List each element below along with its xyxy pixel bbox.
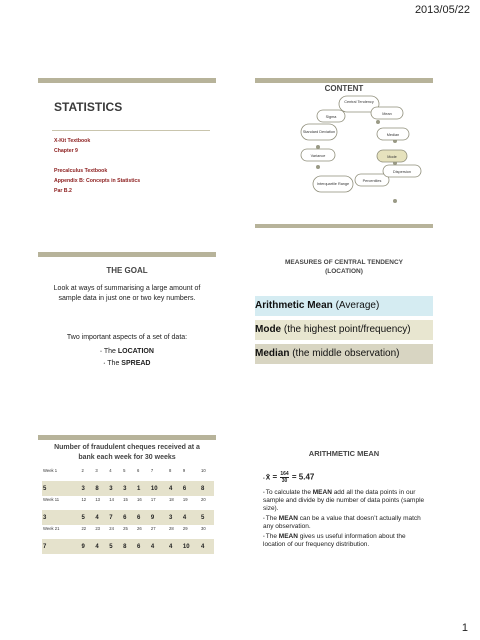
bullet-location: • The LOCATION (100, 348, 154, 355)
subtitle-line: Par B.2 (54, 188, 72, 194)
bullet-dot-icon: • (100, 349, 102, 355)
table-cell: 5 (200, 510, 214, 525)
table-cell: 29 (182, 525, 200, 539)
table-cell: 4 (150, 539, 168, 554)
bullet-dot-icon: • (263, 534, 265, 540)
measure-mode: Mode (the highest point/frequency) (255, 320, 433, 340)
value-row (42, 510, 214, 525)
table-cell: 5 (42, 481, 80, 496)
slide-content (255, 78, 433, 228)
table-cell: 10 (182, 539, 200, 554)
node-label: Variance (310, 154, 326, 158)
table-cell: 20 (200, 496, 214, 510)
table-cell: 3 (108, 481, 122, 496)
bullet-mean-calc: •To calculate the MEAN add all the data points in our sample and divide by die number of data points (sample size). (263, 489, 425, 512)
slide-top-bar (38, 78, 216, 83)
table-cell: 6 (122, 510, 136, 525)
slide-the-goal (38, 252, 216, 392)
slide-title: Number of fraudulent cheques received at a bank each week for 30 weeks (54, 444, 200, 461)
table-cell: 6 (182, 481, 200, 496)
slide-title: MEASURES OF CENTRAL TENDENCY (LOCATION) (285, 259, 403, 275)
table-cell: 22 (80, 525, 94, 539)
table-cell: 4 (108, 467, 122, 481)
week-row (42, 525, 214, 539)
content-cycle-diagram (255, 92, 433, 228)
slide-central-tendency (255, 252, 433, 392)
subtitle-line: Precalculus Textbook (54, 168, 108, 174)
week-row (42, 496, 214, 510)
table-cell: 23 (94, 525, 108, 539)
measure-arithmetic-mean: Arithmetic Mean (Average) (255, 296, 433, 316)
table-cell: 7 (42, 539, 80, 554)
cheques-table (42, 467, 214, 554)
title-divider (52, 130, 210, 131)
slide-arithmetic-mean (255, 435, 433, 600)
table-cell: 4 (94, 510, 108, 525)
table-cell: 25 (122, 525, 136, 539)
table-cell: 8 (200, 481, 214, 496)
page-number: 1 (461, 622, 468, 634)
bullet-dot-icon: • (263, 490, 265, 496)
table-cell: 18 (168, 496, 182, 510)
table-cell: 26 (136, 525, 150, 539)
table-cell: 24 (108, 525, 122, 539)
slide-title: STATISTICS (54, 100, 123, 114)
slide-bottom-bar (255, 224, 433, 228)
table-cell: 3 (42, 510, 80, 525)
value-row (42, 539, 214, 554)
subtitle-line: X-Kit Textbook (54, 138, 91, 144)
table-cell: 9 (150, 510, 168, 525)
table-cell: 6 (136, 467, 150, 481)
table-cell: 28 (168, 525, 182, 539)
mean-formula: •x̄ = $\frac{164}{30}$ = 5.47 (263, 471, 315, 484)
table-cell: 8 (168, 467, 182, 481)
slide-top-bar (255, 78, 433, 83)
node-label: Standard Deviation (302, 130, 336, 134)
bullet-spread: • The SPREAD (103, 360, 151, 367)
table-cell: 10 (150, 481, 168, 496)
aspects-paragraph: Two important aspects of a set of data: (66, 334, 188, 341)
table-cell: Week 21 (42, 525, 80, 539)
table-cell: 8 (94, 481, 108, 496)
table-cell: 1 (136, 481, 150, 496)
bullet-mean-value: •The MEAN can be a value that doesn’t actually match any observation. (263, 515, 421, 530)
bullet-mean-info: •The MEAN gives us useful information about the location of our frequency distribution. (263, 533, 406, 548)
subtitle-line: Appendix B: Concepts in Statistics (54, 178, 141, 184)
table-cell: 15 (122, 496, 136, 510)
slide-title: THE GOAL (106, 266, 148, 275)
table-cell: 13 (94, 496, 108, 510)
table-cell: 30 (200, 525, 214, 539)
header-date: 2013/05/22 (414, 4, 470, 16)
node-label: Mode (387, 155, 397, 159)
table-cell: 17 (150, 496, 168, 510)
node-label: Percentiles (362, 179, 382, 183)
table-cell: 3 (168, 510, 182, 525)
slide-title: ARITHMETIC MEAN (308, 449, 380, 458)
goal-paragraph: Look at ways of summarising a large amount of sample data in just one or two key numbers. (53, 285, 201, 302)
bullet-dot-icon: • (103, 361, 106, 367)
table-cell: 4 (200, 539, 214, 554)
table-cell: 14 (108, 496, 122, 510)
table-cell: 4 (168, 539, 182, 554)
fraction: $\frac{164}{30}$ (280, 471, 289, 484)
measure-median: Median (the middle observation) (255, 344, 433, 364)
table-cell: 9 (182, 467, 200, 481)
table-cell: 27 (150, 525, 168, 539)
subtitle-line: Chapter 9 (54, 148, 78, 154)
slide-top-bar (38, 252, 216, 257)
table-cell: 3 (122, 481, 136, 496)
node-label: Central Tendency (344, 100, 374, 104)
week-row (42, 467, 214, 481)
slide-top-bar (38, 435, 216, 440)
table-cell: 4 (182, 510, 200, 525)
slide-title: CONTENT (324, 84, 364, 93)
table-cell: 3 (80, 481, 94, 496)
table-cell: 4 (94, 539, 108, 554)
table-cell: 6 (136, 539, 150, 554)
bullet-dot-icon: • (263, 475, 265, 482)
table-cell: 5 (80, 510, 94, 525)
slide-fraudulent-cheques (38, 435, 216, 600)
table-cell: 8 (122, 539, 136, 554)
table-cell: Week 1 (42, 467, 80, 481)
node-label: Mean (382, 112, 392, 116)
slide-statistics (38, 78, 216, 228)
table-cell: 5 (122, 467, 136, 481)
table-cell: 10 (200, 467, 214, 481)
table-cell: 9 (80, 539, 94, 554)
table-cell: 7 (150, 467, 168, 481)
table-cell: 5 (108, 539, 122, 554)
table-cell: 7 (108, 510, 122, 525)
table-cell: 2 (80, 467, 94, 481)
node-label: Interquartile Range (316, 182, 350, 186)
bullet-dot-icon: • (263, 516, 265, 522)
table-cell: 19 (182, 496, 200, 510)
table-cell: 16 (136, 496, 150, 510)
table-cell: 3 (94, 467, 108, 481)
value-row (42, 481, 214, 496)
node-label: Sigma (325, 115, 337, 119)
node-label: Median (386, 133, 400, 137)
table-cell: 12 (80, 496, 94, 510)
table-cell: 6 (136, 510, 150, 525)
node-label: Dispersion (393, 170, 411, 174)
table-cell: 4 (168, 481, 182, 496)
table-cell: Week 11 (42, 496, 80, 510)
